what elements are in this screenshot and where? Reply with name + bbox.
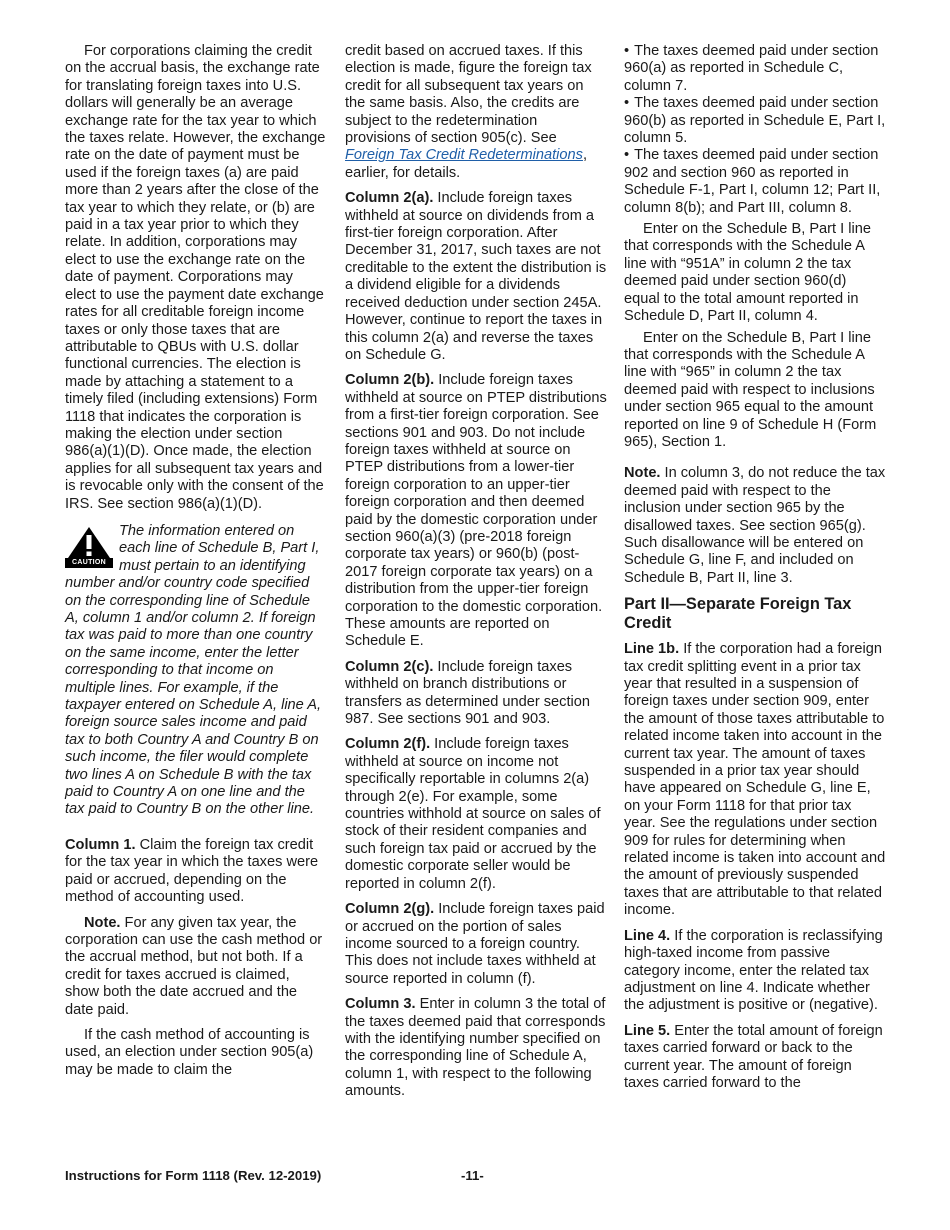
text-accrued-a: credit based on accrued taxes. If this election is made, figure the foreign tax credit for all subsequent tax years on the same basis. Also, the credits are subject to the redetermination provisions of section 905(c). See [345,43,592,147]
text-line-5: Enter the total amount of foreign taxes carried forward or back to the current year. The amount of foreign taxes carried forward to the [624,1022,883,1091]
paragraph-951a: Enter on the Schedule B, Part I line that corresponds with the Schedule A line with “951A” in column 2 the tax deemed paid under section 960(d) equal to the total amount reported in Schedule D, Part II, column 4. [624,221,871,325]
bullet-icon: • [624,95,630,112]
bullet-icon: • [624,147,630,164]
heading-line-5: Line 5. [624,1022,671,1039]
link-ftc-redeterminations[interactable]: Foreign Tax Credit Redeterminations [345,147,583,164]
paragraph-exchange-rate: For corporations claiming the credit on the accrual basis, the exchange rate for translating foreign taxes into U.S. dollars will generally be an average exchange rate for the tax year to which the taxes relate. However, the exchange rate on the date of payment must be used if the foreign taxes (a) are paid more than 2 years after the close of the tax year to which they relate, or (b) are paid in a tax year prior to which they relate. In addition, corporations may elect to use the exchange rate on the date of payment. Corporations may elect to use the payment date exchange rates for all creditable foreign income taxes or only those taxes that are attributable to QBUs with U.S. dollar functional currencies. The election is made by attaching a statement to a timely filed (including extensions) Form 1118 that indicates the corporation is making the election under section 986(a)(1)(D). Once made, the election applies for all subsequent tax years and is revocable only with the consent of the IRS. See section 986(a)(1)(D). [65,43,326,512]
list-item-text: The taxes deemed paid under section 960(a) as reported in Schedule C, column 7. [624,43,879,94]
text-note: For any given tax year, the corporation can use the cash method or the accrual method, but not both. If a credit for taxes accrued is claimed, show both the date accrued and the date paid. [65,914,323,1018]
text-accrued-b: , earlier, for details. [345,147,588,181]
text-column-1: Claim the foreign tax credit for the tax year in which the taxes were paid or accrued, depending on the method of accounting used. [65,836,319,906]
paragraph-column-2a [345,190,607,364]
heading-column-1: Column 1. [65,836,136,853]
heading-column-2g: Column 2(g). [345,901,435,918]
list-item [624,43,886,95]
paragraph-cash-method: If the cash method of accounting is used, an election under section 905(a) may be made to claim the [65,1026,314,1078]
heading-note: Note. [84,914,121,931]
heading-line-4: Line 4. [624,927,671,944]
column-2 [345,43,607,1109]
text-column-2b: Include foreign taxes withheld at source on PTEP distributions from a first-tier foreign corporation. See sections 901 and 903. Do not include foreign taxes withheld at source on PTEP distributions from a lower-tier foreign corporation to an upper-tier foreign corporation and then deemed paid by the domestic corporation under section 960(a)(3) (pre-2018 foreign corporate tax years) or 960(b) (post-2017 foreign corporate tax years) on a distribution from the upper-tier foreign corporation to the domestic corporation. These amounts are reported on Schedule E. [345,372,607,650]
heading-column-3: Column 3. [345,996,416,1013]
page-number: -11- [461,1168,484,1183]
paragraph-965: Enter on the Schedule B, Part I line that corresponds with the Schedule A line with “965” in column 2 the tax deemed paid with respect to inclusions under section 965 equal to the amount reported on line 9 of Schedule H (Form 965), Section 1. [624,329,877,450]
text-column-3: Enter in column 3 the total of the taxes deemed paid that corresponds with the identifying number specified on the corresponding line of Schedule A, column 1, with respect to the following amounts. [345,996,606,1100]
list-item-text: The taxes deemed paid under section 902 and section 960 as reported in Schedule F-1, Part I, column 12; Part II, column 8(b); and Part III, column 8. [624,147,881,216]
text-column-2g: Include foreign taxes paid or accrued on the portion of sales income sourced to a foreign country. This does not include taxes withheld at source reported in column (f). [345,901,605,987]
paragraph-accrued-credit [345,43,607,182]
column-3 [624,43,886,1100]
bullet-icon: • [624,43,630,59]
paragraph-column-2c [345,659,607,729]
paragraph-note-965 [624,465,886,587]
paragraph-column-2g [345,901,607,988]
section-heading-part-2: Part II—Separate Foreign Tax Credit [624,595,852,633]
text-column-2f: Include foreign taxes withheld at source on income not specifically reportable in columns 2(a) through 2(e). For example, some countries withhold at source on sales of stock of their resident companies and such foreign tax paid or accrued by the domestic corporate seller would be reported in column 2(f). [345,736,601,892]
caution-box [65,523,327,819]
deemed-paid-list [624,43,886,217]
paragraph-column-2b [345,372,607,651]
caution-text: The information entered on each line of Schedule B, Part I, must pertain to an identifying number and/or country code specified on the corresponding line of Schedule A, column 1 and/or column 2. If foreign tax was paid to more than one country on the same income, enter the letter corresponding to that income on multiple lines. For example, if the taxpayer entered on Schedule A, line A, foreign source sales income and paid tax to both Country A and Country B on such income, the filer would complete two lines A on Schedule B with the tax paid to Country A on one line and the tax paid to Country B on the other line. [65,522,322,818]
text-line-1b: If the corporation had a foreign tax credit splitting event in a prior tax year that resulted in a suspension of foreign taxes under section 909, enter the amount of those taxes attributable to related income taken into account in the current tax year. The amount of taxes suspended in a prior tax year should have appeared on Schedule G, line E, on your Form 1118 for that prior tax year. See the regulations under section 909 for rules for determining when related income is taken into account and the amount of previously suspended taxes that are attributable to that related income. [624,641,886,919]
paragraph-column-2f [345,736,607,893]
heading-column-2a: Column 2(a). [345,190,434,207]
paragraph-column-3 [345,996,607,1100]
paragraph-note-method [65,915,327,1019]
list-item-text: The taxes deemed paid under section 960(b) as reported in Schedule E, Part I, column 5. [624,95,886,147]
list-item [624,147,886,217]
heading-column-2b: Column 2(b). [345,372,435,389]
paragraph-line-1b [624,641,886,920]
paragraph-column-1 [65,837,327,907]
text-column-2c: Include foreign taxes withheld on branch distributions or transfers as determined under section 987. See sections 901 and 903. [345,658,590,728]
text-column-2a: Include foreign taxes withheld at source on dividends from a first-tier foreign corporation. After December 31, 2017, such taxes are not creditable to the extent the distribution is a dividend eligible for a dividends received deduction under section 245A. However, continue to report the taxes in this column 2(a) and reverse the taxes on Schedule G. [345,190,607,363]
heading-column-2c: Column 2(c). [345,658,434,675]
paragraph-line-4 [624,928,886,1015]
footer-form-title: Instructions for Form 1118 (Rev. 12-2019) [65,1168,322,1183]
paragraph-line-5 [624,1023,886,1093]
heading-note: Note. [624,465,661,482]
heading-line-1b: Line 1b. [624,641,680,658]
column-1 [65,43,327,1087]
heading-column-2f: Column 2(f). [345,736,431,753]
list-item [624,95,886,147]
caution-label: CAUTION [65,558,113,568]
caution-icon [65,525,113,569]
text-note-965: In column 3, do not reduce the tax deemed paid with respect to the inclusion under section 965 by the disallowed taxes. See section 965(g). Such disallowance will be entered on Schedule G, line F, and included on Schedule B, Part II, line 3. [624,465,886,586]
text-line-4: If the corporation is reclassifying high-taxed income from passive category income, enter the related tax adjustment on line 4. Indicate whether the adjustment is positive or (negative). [624,927,883,1014]
